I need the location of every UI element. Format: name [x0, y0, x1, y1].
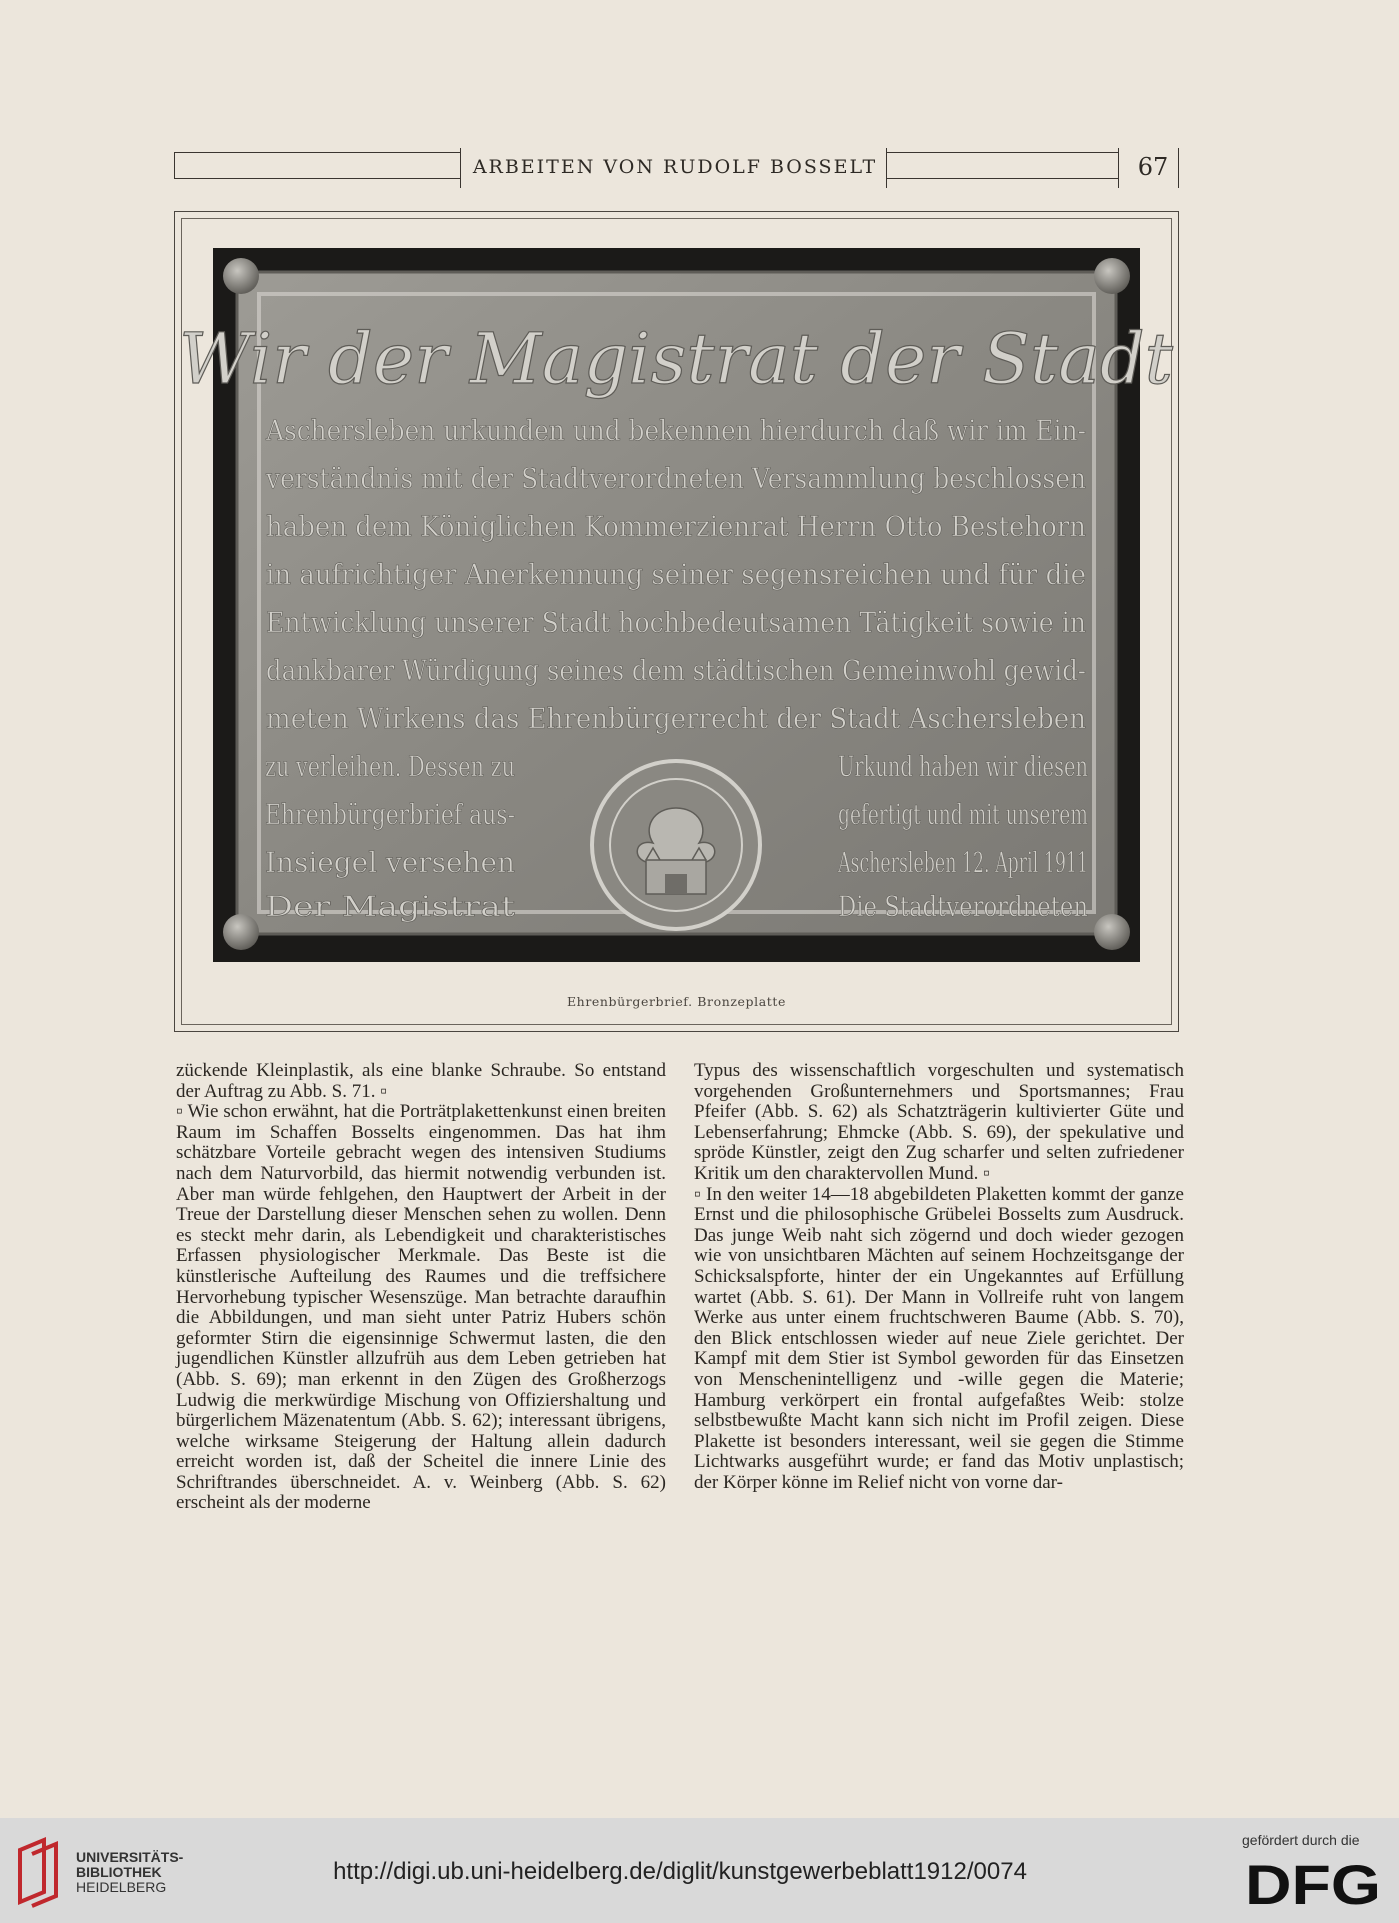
bronze-plaque-photo [179, 248, 1173, 962]
plaque-line: in aufrichtiger Anerkennung seiner segensreichen und für die [266, 558, 1086, 591]
city-seal-icon [592, 761, 760, 929]
paragraph: ▫ In den weiter 14—18 abgebildeten Plaketten kommt der ganze Ernst und die philosophische Grübelei Bosselts zum Ausdruck. Das junge Weib naht sich zögernd und doch wieder gezogen wie von unsichtbaren Mächten auf seinem Hochzeitsgange der Schicksalspforte, hinter der ein Ungekanntes auf Erfüllung wartet (Abb. S. 61). Der Mann in Vollreife ruht von langem Werke aus unter einem fruchtschweren Baume (Abb. S. 70), den Blick entschlossen wieder auf neue Ziele gerichtet. Der Kampf mit dem Stier ist Symbol geworden für das Einsetzen von Menschenintelligenz und -wille gegen die Materie; Hamburg verkörpert ein frontal aufgefaßtes Weib: stolze selbstbewußte Macht kann sich nicht im Profil zeigen. Diese Plakette ist besonders interessant, weil sie gegen die Stimme Lichtwarks ausgeführt wurde; er fand das Motiv unplastisch; der Körper könne im Relief nicht von vorne dar- [694, 1183, 1184, 1493]
text-column-left [176, 1061, 666, 1514]
funding-label: gefördert durch die [1242, 1832, 1360, 1848]
digitization-footer [0, 1818, 1399, 1923]
plaque-line: Aschersleben 12. April 1911 [837, 846, 1088, 879]
library-logo-icon [14, 1840, 68, 1906]
paragraph: zückende Kleinplastik, als eine blanke Schraube. So entstand der Auftrag zu Abb. S. 71. ▫ [176, 1060, 666, 1102]
plaque-line: Der Magistrat [265, 890, 516, 923]
plaque-line: zu verleihen. Dessen zu [265, 750, 515, 783]
plaque-line: verständnis mit der Stadtverordneten Versammlung beschlossen [265, 462, 1086, 495]
plaque-line: meten Wirkens das Ehrenbürgerrecht der Stadt Aschersleben [266, 702, 1086, 735]
plaque-line: haben dem Königlichen Kommerzienrat Herrn Otto Bestehorn [266, 510, 1086, 543]
plaque-line: Aschersleben urkunden und bekennen hierdurch daß wir im Ein- [265, 414, 1086, 447]
header-title: ARBEITEN VON RUDOLF BOSSELT [472, 156, 878, 178]
plaque-line: dankbarer Würdigung seines dem städtischen Gemeinwohl gewid- [266, 654, 1086, 687]
plaque-heading: Wir der Magistrat der Stadt [179, 318, 1173, 400]
plaque-line: Ehrenbürgerbrief aus- [265, 798, 515, 831]
plaque-line: gefertigt und mit unserem [838, 798, 1088, 831]
corner-knob [223, 258, 259, 294]
paragraph: ▫ Wie schon erwähnt, hat die Porträtplakettenkunst einen breiten Raum im Schaffen Bosselts eingenommen. Das hat ihm schätzbare Vorteile gebracht wegen des intensiven Studiums nach dem Naturvorbild, das hiermit notwendig verbunden ist. Aber man würde fehlgehen, den Hauptwert der Arbeit in der Treue der Darstellung dieser Menschen sehen zu wollen. Denn es steckt mehr darin, als Lebendigkeit und charakteristisches Erfassen physiologischer Merkmale. Das Beste ist die künstlerische Aufteilung des Raumes und die treffsichere Hervorhebung typischer Wesenszüge. Man betrachte daraufhin die Abbildungen, und man sieht unter Patriz Hubers schön geformter Stirn die eigensinnige Schwermut lasten, die den jugendlichen Künstler allzufrüh aus dem Leben getrieben hat (Abb. S. 69); man erkennt in den Zügen des Großherzogs Ludwig die merkwürdige Mischung von Offiziershaltung und bürgerlichem Mäzenatentum (Abb. S. 62); interessant übrigens, welche wirksame Steigerung der Haltung allein dadurch erreicht worden ist, daß der Scheitel die innere Linie des Schriftrandes überschneidet. A. v. Weinberg (Abb. S. 62) erscheint als der moderne [176, 1101, 666, 1514]
figure-frame [174, 211, 1179, 1032]
paragraph: Typus des wissenschaftlich vorgeschulten und systematisch vorgehenden Großunternehmers und Sportsmannes; Frau Pfeifer (Abb. S. 62) als Schatzträgerin kultivierter Güte und Lebenserfahrung; Ehmcke (Abb. S. 69), der spekulative und spröde Künstler, zeigt den Zug scharfer und selten zufriedener Kritik um den charaktervollen Mund. ▫ [694, 1060, 1184, 1184]
text-column-right [694, 1061, 1184, 1493]
corner-knob [1094, 914, 1130, 950]
figure-caption: Ehrenbürgerbrief. Bronzeplatte [566, 994, 787, 1009]
running-header [174, 148, 1179, 188]
corner-knob [223, 914, 259, 950]
plaque-line: Insiegel versehen [265, 846, 515, 879]
plaque-line: Die Stadtverordneten [838, 890, 1088, 923]
dfg-logo-icon [1245, 1853, 1383, 1916]
library-name: UNIVERSITÄTS- BIBLIOTHEK HEIDELBERG [76, 1849, 184, 1895]
plaque-line: Entwicklung unserer Stadt hochbedeutsamen Tätigkeit sowie in [266, 606, 1086, 639]
source-url[interactable]: http://digi.ub.uni-heidelberg.de/diglit/kunstgewerbeblatt1912/0074 [333, 1858, 1027, 1885]
corner-knob [1094, 258, 1130, 294]
page-number: 67 [1137, 153, 1169, 181]
dfg-logo-text: DFG [1245, 1853, 1381, 1916]
plaque-illustration [179, 248, 1173, 962]
plaque-line: Urkund haben wir diesen [838, 750, 1088, 783]
